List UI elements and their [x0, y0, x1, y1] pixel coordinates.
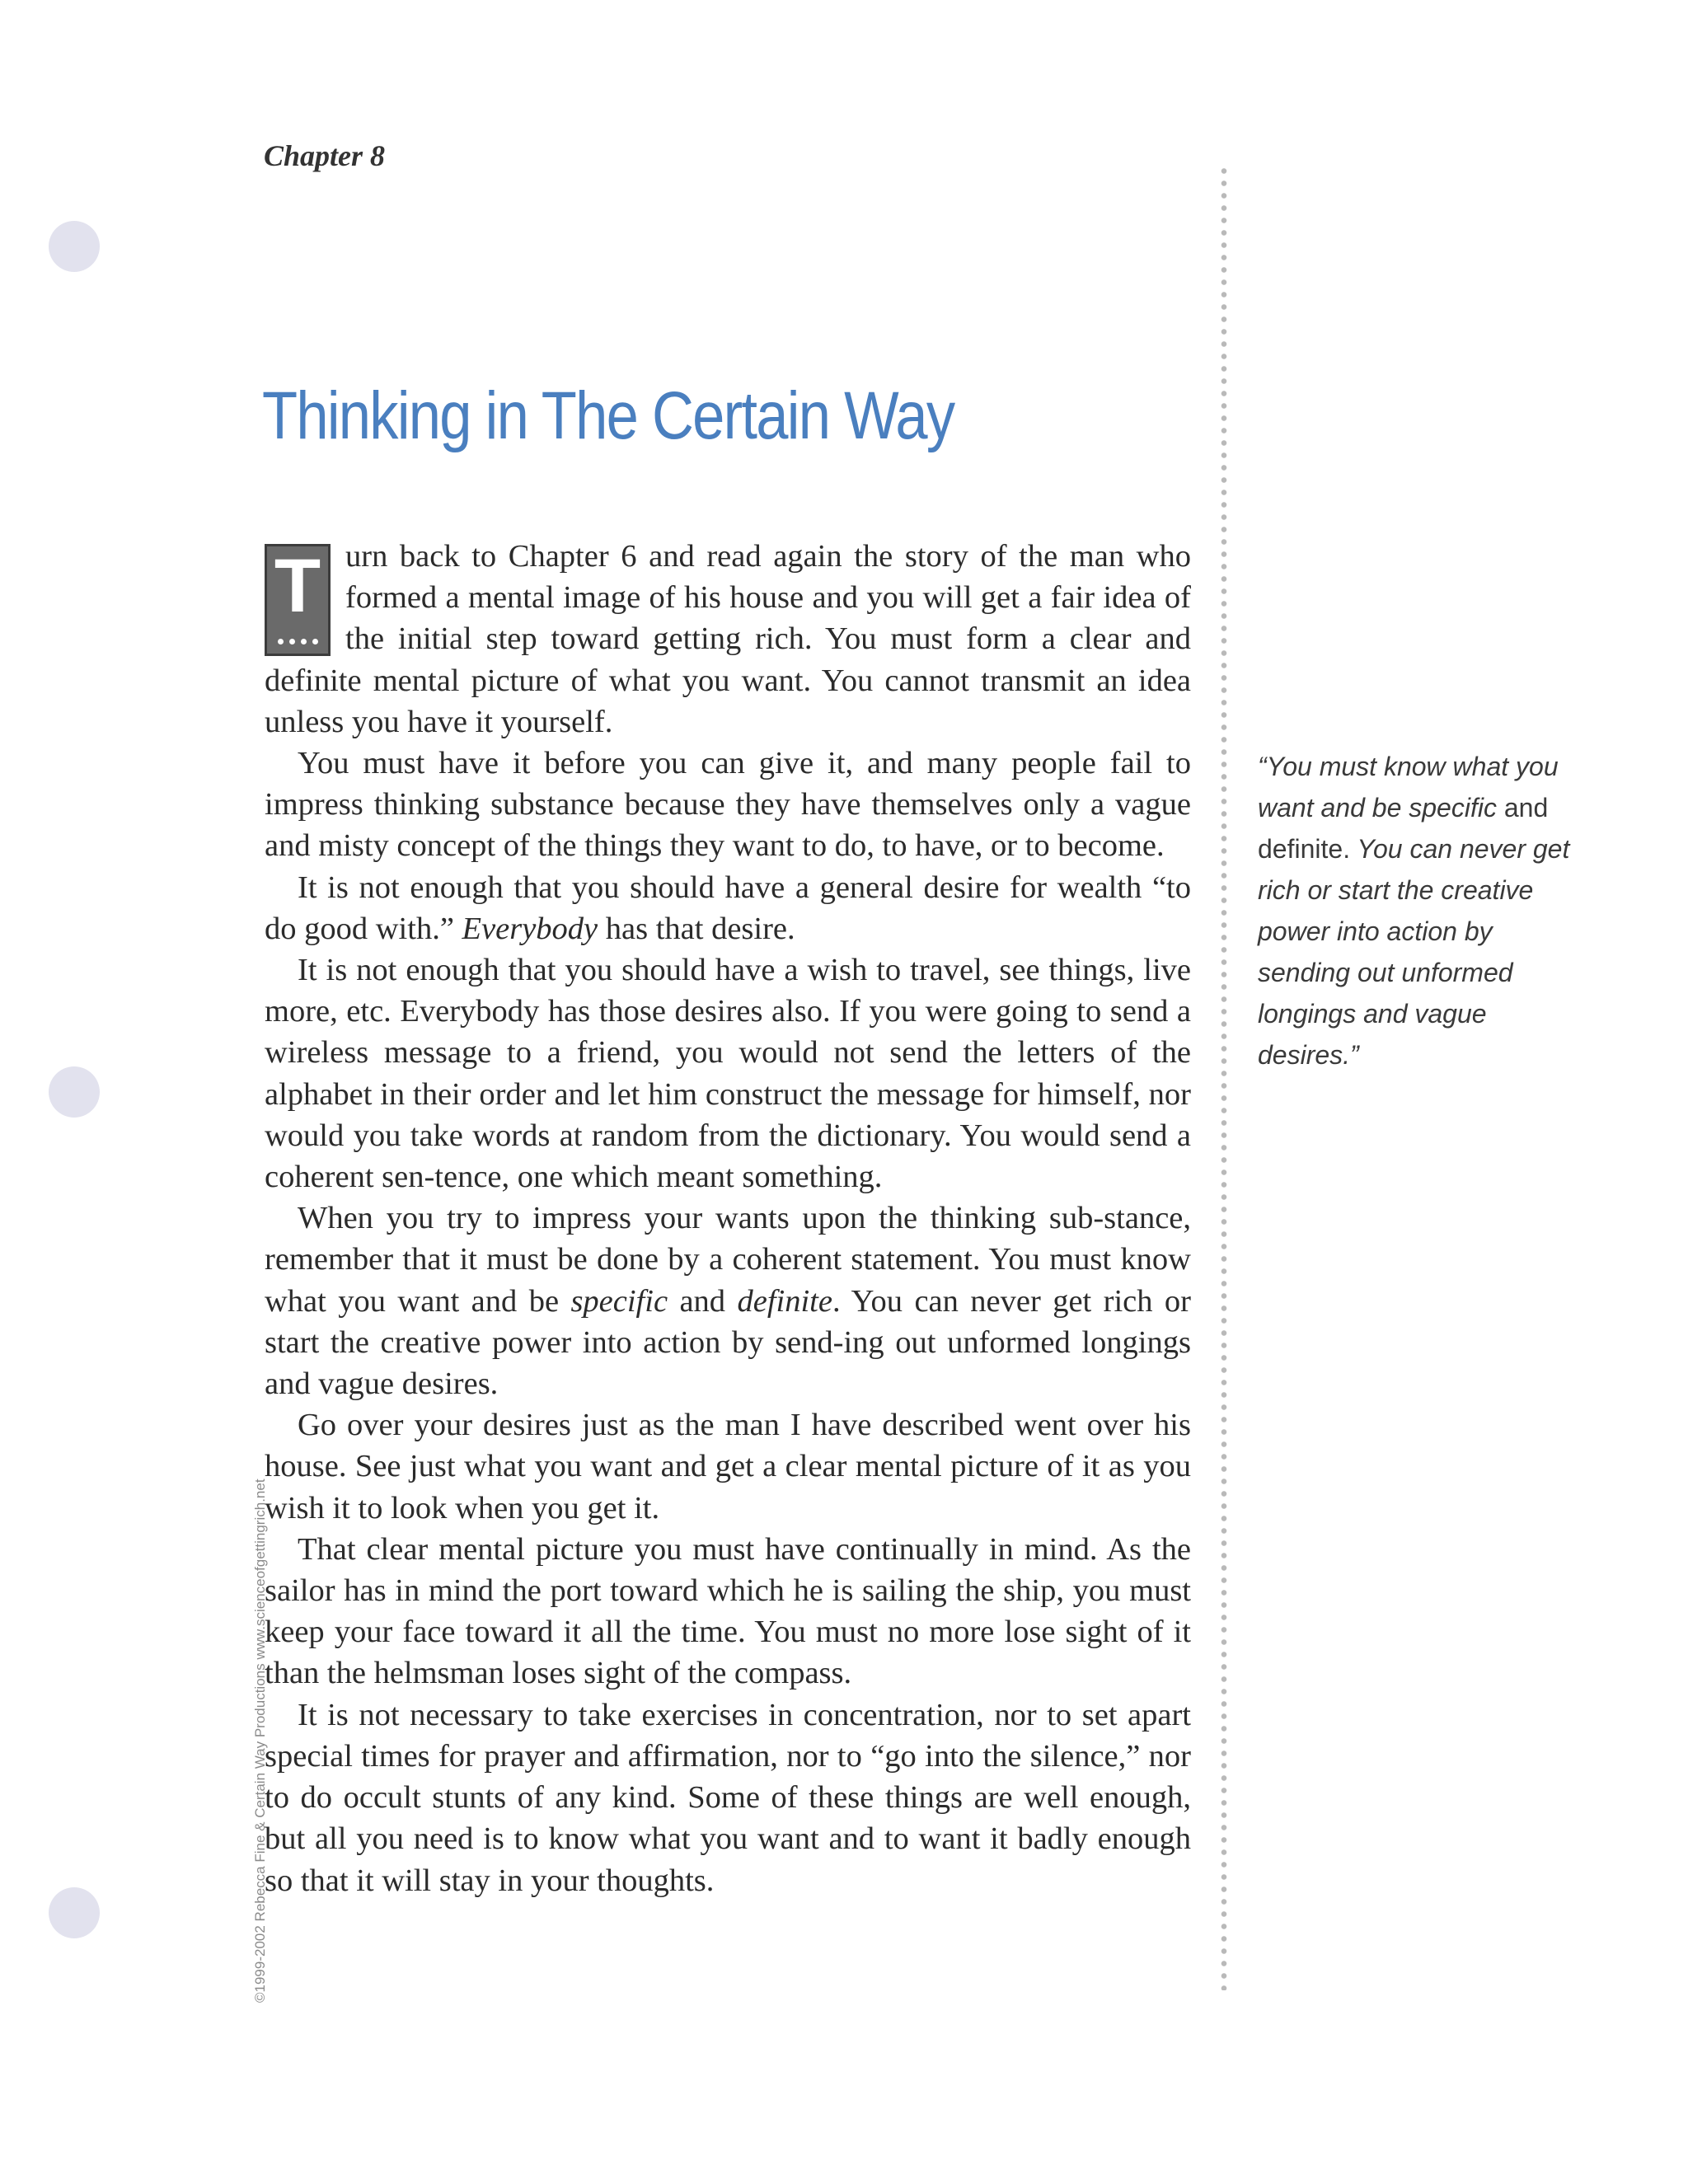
binder-hole-middle — [49, 1066, 100, 1118]
pull-quote: “You must know what you want and be specific and definite. You can never get rich or start the creative power into action by sending out unformed longings and vague desires.” — [1258, 752, 1570, 1070]
paragraph-3: It is not enough that you should have a general desire for wealth “to do good with.” Everybody has that desire. — [265, 869, 1191, 946]
paragraph-8: It is not necessary to take exercises in concentration, nor to set apart special times for prayer and affirmation, nor to “go into the silence,” nor to do occult stunts of any kind. Some of these things are well enough, but all you need is to know what you want and to want it badly enough so that it will stay in your thoughts. — [265, 1697, 1191, 1898]
binder-hole-bottom — [49, 1887, 100, 1938]
chapter-label: Chapter 8 — [264, 139, 386, 172]
body-text — [265, 536, 1191, 1901]
paragraph-2: You must have it before you can give it, and many people fail to impress thinking substance because they have themselves only a vague and misty concept of the things they want to do, to have, or to become. — [265, 746, 1191, 864]
page-title: Thinking in The Certain Way — [262, 378, 954, 453]
paragraph-4: It is not enough that you should have a wish to travel, see things, live more, etc. Everybody has those desires also. If you were going to send a wireless message to a friend, you would not send the letters of the alphabet in their order and let him construct the message for himself, nor would you take words at random from the dictionary. You would send a coherent sen-tence, one which meant something. — [265, 953, 1191, 1195]
paragraph-1: Turn back to Chapter 6 and read again the story of the man who formed a mental image of his house and you will get a fair idea of the initial step toward getting rich. You must form a clear and definite mental picture of what you want. You cannot transmit an idea unless you have it yourself. — [265, 539, 1191, 739]
dotted-divider — [1221, 165, 1227, 1990]
drop-cap-dots — [267, 639, 328, 647]
copyright-notice: ©1999-2002 Rebecca Fine & Certain Way Productions www.scienceofgettingrich.net — [252, 1479, 268, 2003]
paragraph-6: Go over your desires just as the man I have described went over his house. See just what you want and get a clear mental picture of it as you wish it to look when you get it. — [265, 1408, 1191, 1526]
paragraph-5: When you try to impress your wants upon the thinking sub-stance, remember that it must be done by a coherent statement. You must know what you want and be specific and definite. You can never get rich or start the creative power into action by send-ing out unformed longings and vague desires. — [265, 1201, 1192, 1402]
drop-cap: T — [265, 544, 331, 656]
paragraph-7: That clear mental picture you must have continually in mind. As the sailor has in mind the port toward which he is sailing the ship, you must keep your face toward it all the time. You must no more lose sight of it than the helmsman loses sight of the compass. — [265, 1531, 1191, 1691]
binder-hole-top — [49, 221, 100, 272]
